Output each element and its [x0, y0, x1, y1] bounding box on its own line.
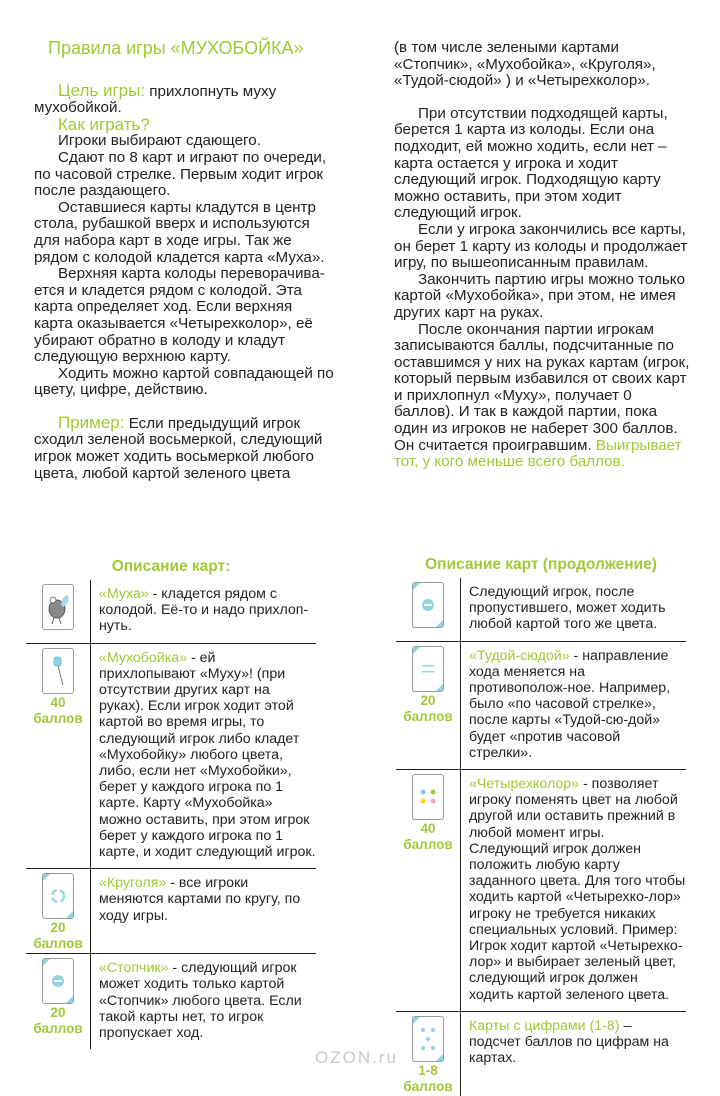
stop-card-icon — [42, 958, 74, 1004]
card-text: - все игроки меняются картами по кругу, по ходу игры. — [99, 875, 301, 924]
circle-swap-card-icon — [42, 873, 74, 919]
cards-description-continued-section — [396, 556, 686, 1096]
card-description — [91, 869, 317, 954]
rules-left-column — [34, 40, 334, 482]
card-name: «Круголя» — [99, 875, 167, 892]
how-to-play-heading: Как играть? — [58, 114, 150, 134]
card-description — [461, 1011, 687, 1096]
continuation-paragraph: (в том числе зелеными картами «Стопчик», «Мухобойка», «Круголя», «Тудой-сюдой» ) и «Четырехколор». — [394, 39, 656, 90]
rules-paragraph: Сдают по 8 карт и играют по очереди, по часовой стрелке. Первым ходит игрок после раздающего. — [34, 148, 327, 200]
card-text: - ей прихлопывают «Муху»! (при отсутствии других карт на руках). Если игрок ходит этой картой во время игры, то следующий игрок либо кладет «Мухобойку» любого цвета, либо, если нет «Мухобойки», берет у каждого игрока по 1 карте. Карту «Мухобойка» можно оставить, при этом игрок берет у каждого игрока по 1 карте, и ходит следующий игрок. — [99, 649, 316, 861]
rules-paragraph: Если у игрока закончились все карты, он берет 1 карту из колоды и продолжает игру, по вышеописанным правилам. — [394, 220, 688, 272]
card-points: 1-8 — [418, 1062, 438, 1078]
swatter-card-icon — [42, 648, 74, 694]
card-points: 20 — [50, 920, 66, 936]
section-title: Описание карт: — [111, 558, 231, 575]
card-points-unit: баллов — [33, 936, 83, 952]
card-row — [26, 954, 316, 1050]
card-description — [91, 580, 317, 643]
example-text: Если предыдущий игрок сходил зеленой восьмеркой, следующий игрок может ходить восьмеркой любого цвета, любой картой зеленого цвета — [34, 414, 323, 482]
card-text: Следующий игрок, после пропустившего, может ходить любой картой того же цвета. — [469, 584, 666, 633]
example-label: Пример: — [58, 412, 125, 432]
card-row — [26, 580, 316, 643]
card-row — [26, 869, 316, 954]
card-row — [396, 578, 686, 641]
card-name: «Муха» — [99, 586, 149, 602]
card-description — [91, 643, 317, 869]
example-paragraph — [34, 412, 334, 482]
cards-table — [26, 580, 316, 1049]
rules-paragraph: Закончить партию игры можно только картой «Мухобойка», при этом, не имея других карт на руках. — [394, 270, 686, 321]
card-name: Карты с цифрами (1-8) — [469, 1017, 620, 1034]
card-description — [461, 578, 687, 641]
watermark: OZON.ru — [315, 1048, 398, 1067]
card-points-unit: баллов — [403, 1078, 453, 1094]
card-name: «Четырехколор» — [469, 776, 580, 793]
cards-table — [396, 578, 686, 1096]
card-row — [26, 643, 316, 869]
card-points: 20 — [50, 1005, 66, 1021]
card-text: - следующий игрок может ходить только картой «Стопчик» любого цвета. Если такой карты нет, то игрок пропускает ход. — [99, 960, 302, 1042]
rules-paragraph: Оставшиеся карты кладутся в центр стола, рубашкой вверх и используются для набора карт в ходе игры. Так же рядом с колодой кладется карта «Муха». — [34, 198, 325, 266]
stop-card-icon — [412, 582, 444, 628]
number-card-icon — [412, 1016, 444, 1062]
card-points-unit: баллов — [33, 710, 83, 726]
card-description — [461, 770, 687, 1012]
scoring-paragraph — [394, 322, 694, 471]
card-description — [91, 954, 317, 1050]
card-points-unit: баллов — [403, 837, 453, 853]
card-points: 40 — [420, 821, 436, 837]
winner-highlight: Выигрывает тот, у кого меньше всего баллов. — [394, 436, 682, 471]
card-name: «Тудой-сюдой» — [469, 647, 570, 664]
rules-paragraph: Игроки выбирают сдающего. — [58, 132, 261, 150]
card-text: – подсчет баллов по цифрам на картах. — [469, 1017, 669, 1067]
section-title: Описание карт (продолжение) — [425, 556, 657, 573]
card-text: - кладется рядом с колодой. Её-то и надо прихлоп-нуть. — [99, 586, 309, 635]
rules-paragraph: Ходить можно картой совпадающей по цвету, цифре, действию. — [34, 364, 334, 399]
fly-card-icon — [42, 584, 74, 630]
card-text: - позволяет игроку поменять цвет на любой другой или оставить прежний в любой момент игры. Следующий игрок должен положить любую карту заданного цвета. Для того чтобы ходить картой «Четырехко-лор» игроку не требуется никаких специальных условий. Пример: Игрок ходит картой «Четырехко-лор» и выбирает зеленый цвет, следующий игрок должен ходить картой зеленого цвета. — [469, 776, 686, 1003]
card-points-unit: баллов — [403, 708, 453, 724]
card-points: 40 — [50, 694, 66, 710]
reverse-card-icon — [412, 646, 444, 692]
card-row — [396, 770, 686, 1012]
goal-text: прихлопнуть муху мухобойкой. — [34, 82, 277, 117]
rules-paragraph: При отсутствии подходящей карты, берется 1 карта из колоды. Если она подходит, ей можно ходить, если нет – карта остается у игрока и ходит следующий игрок. Подходящую карту можно оставить, при этом ходит следующий игрок. — [394, 104, 668, 222]
card-row — [396, 1011, 686, 1096]
rules-right-column — [394, 40, 694, 471]
card-name: «Мухобойка» — [99, 649, 188, 666]
rules-paragraph: Верхняя карта колоды переворачива-ется и кладется рядом с колодой. Эта карта определяет ход. Если верхняя карта оказывается «Четырехколор», её убирают обратно в колоду и кладут следующую верхнюю карту. — [34, 265, 325, 366]
card-text: - направление хода меняется на противополож-ное. Например, было «по часовой стрелке», после карты «Тудой-сю-дой» будет «против часовой стрелки». — [469, 647, 671, 761]
card-description — [461, 641, 687, 769]
card-row — [396, 641, 686, 769]
card-points: 20 — [420, 692, 436, 708]
cards-description-section — [26, 558, 316, 1049]
goal-label: Цель игры: — [58, 80, 146, 100]
page-title: Правила игры «МУХОБОЙКА» — [48, 38, 304, 58]
goal-paragraph — [34, 80, 334, 117]
card-name: «Стопчик» — [99, 960, 169, 977]
card-points-unit: баллов — [33, 1021, 83, 1037]
four-color-card-icon — [412, 774, 444, 820]
scoring-text: После окончания партии игрокам записываются баллы, подсчитанные по оставшимся у них на руках картам (игрок, который первым избавился от своих карт и прихлопнул «Муху», получает 0 баллов). И так в каждой партии, пока один из игроков не наберет 300 баллов. Он считается проигравшим. — [394, 320, 690, 454]
